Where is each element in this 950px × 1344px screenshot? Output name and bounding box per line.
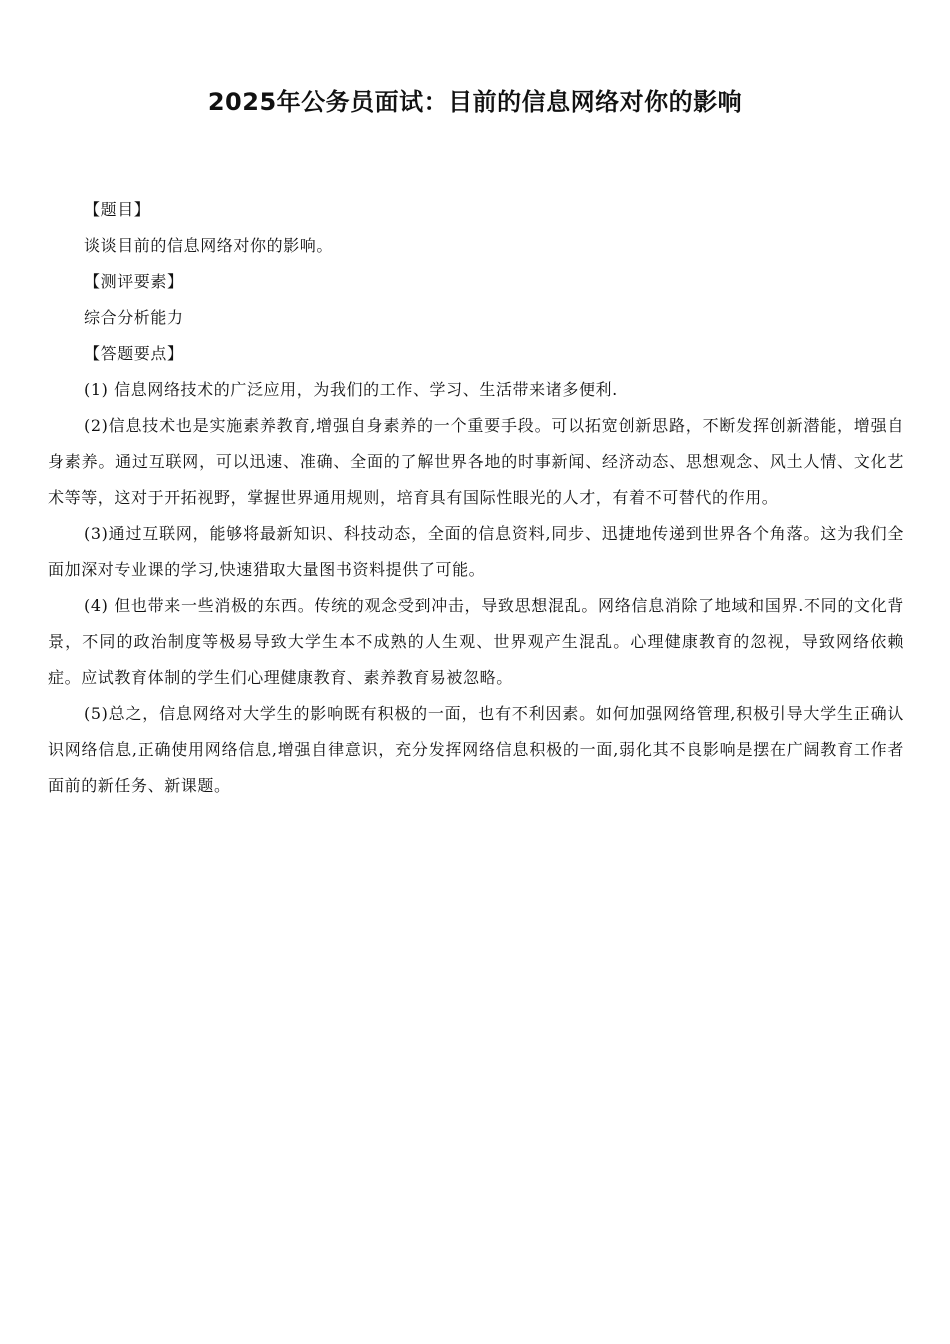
document-title: 2025年公务员面试：目前的信息网络对你的影响	[207, 88, 743, 116]
answer-point-4: (4) 但也带来一些消极的东西。传统的观念受到冲击，导致思想混乱。网络信息消除了地域和国界.不同的文化背景，不同的政治制度等极易导致大学生本不成熟的人生观、世界观产生混乱。心理健康教育的忽视，导致网络依赖症。应试教育体制的学生们心理健康教育、素养教育易被忽略。	[48, 596, 904, 687]
question-label: 【题目】	[84, 200, 151, 219]
answer-label: 【答题要点】	[84, 344, 184, 363]
document-body	[48, 192, 904, 804]
answer-point-1: (1) 信息网络技术的广泛应用，为我们的工作、学习、生活带来诸多便利.	[84, 380, 618, 399]
answer-point-5: (5)总之，信息网络对大学生的影响既有积极的一面，也有不利因素。如何加强网络管理,积极引导大学生正确认识网络信息,正确使用网络信息,增强自律意识，充分发挥网络信息积极的一面,弱化其不良影响是摆在广阔教育工作者面前的新任务、新课题。	[48, 704, 904, 795]
answer-point-3: (3)通过互联网，能够将最新知识、科技动态，全面的信息资料,同步、迅捷地传递到世界各个角落。这为我们全面加深对专业课的学习,快速猎取大量图书资料提供了可能。	[48, 524, 904, 579]
answer-point-2: (2)信息技术也是实施素养教育,增强自身素养的一个重要手段。可以拓宽创新思路，不断发挥创新潜能，增强自身素养。通过互联网，可以迅速、准确、全面的了解世界各地的时事新闻、经济动态、思想观念、风土人情、文化艺术等等，这对于开拓视野，掌握世界通用规则，培育具有国际性眼光的人才，有着不可替代的作用。	[48, 416, 904, 507]
elements-label: 【测评要素】	[84, 272, 184, 291]
question-text: 谈谈目前的信息网络对你的影响。	[84, 236, 334, 255]
elements-text: 综合分析能力	[84, 308, 184, 327]
